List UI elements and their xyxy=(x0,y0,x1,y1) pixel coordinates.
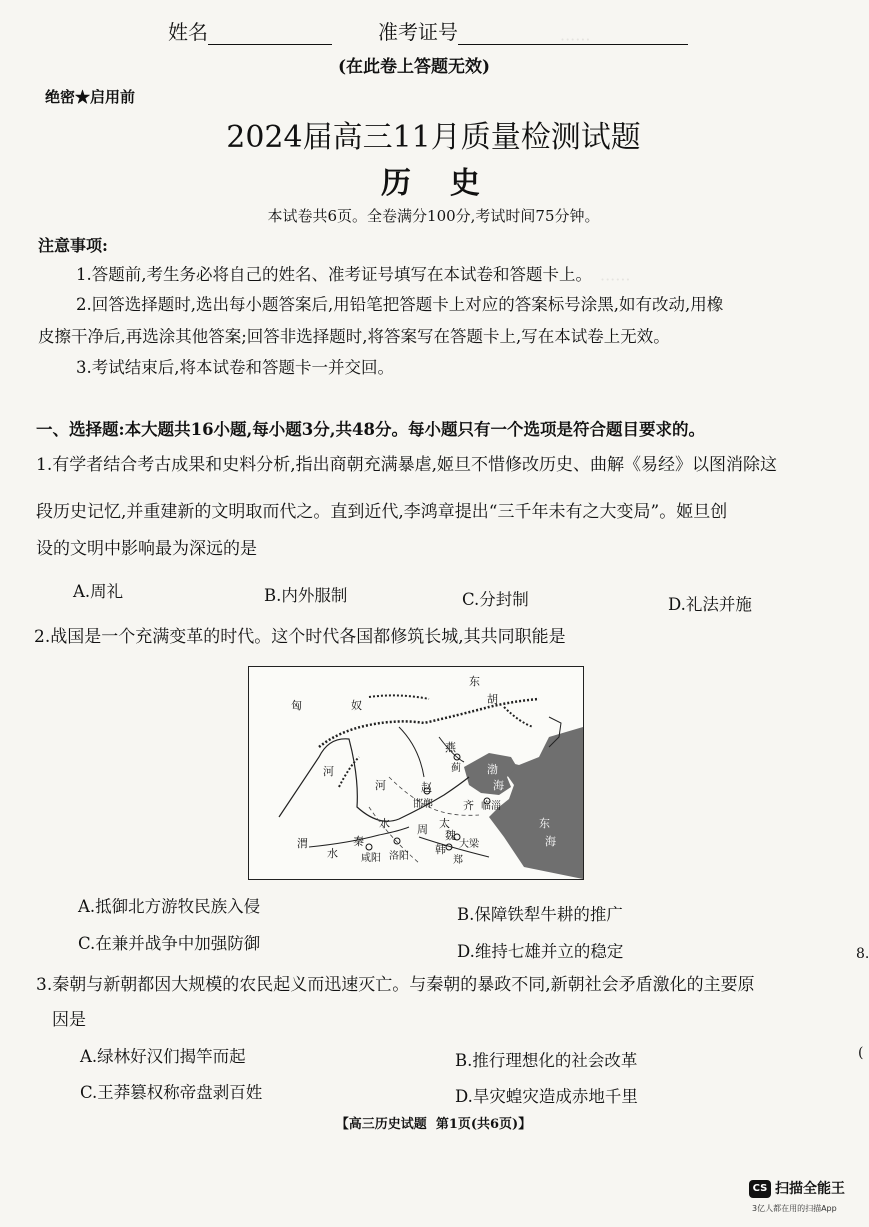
margin-fragment: 8. xyxy=(856,946,869,962)
map-label-xiongnu: 奴 xyxy=(351,699,362,712)
q1-stem-line1: 1.有学者结合考古成果和史料分析,指出商朝充满暴虐,姬旦不惜修改历史、曲解《易经》以图消除这 xyxy=(36,455,778,475)
scanner-name: 扫描全能王 xyxy=(775,1181,845,1197)
map-label-yan: 燕 xyxy=(445,741,456,754)
fen-river xyxy=(399,727,424,777)
map-label-donghu: 东 xyxy=(469,675,480,688)
map-label-qi: 齐 xyxy=(463,799,474,812)
map-label-ji: 蓟 xyxy=(451,763,461,774)
q1-stem-line2: 段历史记忆,并重建新的文明取而代之。直到近代,李鸿章提出“三千年未有之大变局”。姬旦创 xyxy=(36,502,728,522)
q2-option-a: A.抵御北方游牧民族入侵 xyxy=(78,897,261,916)
map-label-handan: 邯郸 xyxy=(413,799,433,810)
note-item-2-cont: 皮擦干净后,再选涂其他答案;回答非选择题时,将答案写在答题卡上,写在本试卷上无效。 xyxy=(38,327,670,346)
map-label-zheng: 郑 xyxy=(453,855,463,866)
q3-option-d: D.旱灾蝗灾造成赤地千里 xyxy=(455,1087,638,1106)
q3-stem-line2: 因是 xyxy=(52,1010,86,1030)
name-field xyxy=(168,16,332,45)
map-label-zhao: 赵 xyxy=(421,781,432,794)
exam-info: 本试卷共6页。全卷满分100分,考试时间75分钟。 xyxy=(267,207,600,225)
margin-fragment: ( xyxy=(858,1045,864,1061)
map-label-linzi: 临淄 xyxy=(481,801,501,812)
map-label-luoyang: 洛阳 xyxy=(389,851,409,862)
q2-option-c: C.在兼并战争中加强防御 xyxy=(78,934,261,953)
exam-no-field xyxy=(378,16,688,45)
q3-option-b: B.推行理想化的社会改革 xyxy=(455,1051,638,1070)
map-label-wei: 魏 xyxy=(445,829,456,842)
q3-stem-line1: 3.秦朝与新朝都因大规模的农民起义而迅速灭亡。与秦朝的暴政不同,新朝社会矛盾激化的主要原 xyxy=(36,975,755,995)
page-title: 2024届高三11月质量检测试题 xyxy=(226,120,641,155)
name-label: 姓名 xyxy=(168,20,208,44)
q2-option-b: B.保障铁犁牛耕的推广 xyxy=(457,905,623,924)
map-label-wei-river: 水 xyxy=(327,847,338,860)
exam-no-line xyxy=(458,22,688,45)
map-label-bohai: 海 xyxy=(493,779,504,792)
map-label-river: 河 xyxy=(375,779,386,792)
q1-option-d: D.礼法并施 xyxy=(668,595,752,614)
subject-title: 历 史 xyxy=(381,166,486,201)
scanner-subtitle: 3亿人都在用的扫描App xyxy=(752,1204,837,1213)
map-label-river: 河 xyxy=(323,765,334,778)
q2-stem: 2.战国是一个充满变革的时代。这个时代各国都修筑长城,其共同职能是 xyxy=(34,627,566,647)
warring-states-map xyxy=(248,666,584,880)
map-label-river: 水 xyxy=(379,817,390,830)
map-label-tai: 太 xyxy=(439,817,450,830)
map-label-xianyang: 咸阳 xyxy=(361,853,381,864)
bleed-through-text: ······ xyxy=(600,270,631,289)
q1-option-a: A.周礼 xyxy=(73,582,124,601)
exam-no-label: 准考证号 xyxy=(378,20,458,44)
invalid-note: (在此卷上答题无效) xyxy=(338,57,491,77)
q1-option-b: B.内外服制 xyxy=(264,586,348,605)
note-item-1: 1.答题前,考生务必将自己的姓名、准考证号填写在本试卷和答题卡上。 xyxy=(76,265,592,284)
yellow-river xyxy=(279,739,469,821)
q3-option-c: C.王莽篡权称帝盘剥百姓 xyxy=(80,1083,263,1102)
q3-option-a: A.绿林好汉们揭竿而起 xyxy=(80,1047,246,1066)
q1-option-c: C.分封制 xyxy=(462,590,529,609)
q2-option-d: D.维持七雄并立的稳定 xyxy=(457,942,624,961)
name-line xyxy=(208,22,332,45)
zhao-wall xyxy=(369,695,429,699)
map-label-xiongnu: 匈 xyxy=(291,699,302,712)
yan-wall xyxy=(504,707,533,727)
city-marker xyxy=(394,838,400,844)
note-item-3: 3.考试结束后,将本试卷和答题卡一并交回。 xyxy=(76,358,394,377)
page-footer: 【高三历史试题 第1页(共6页)】 xyxy=(335,1117,532,1132)
east-sea-area xyxy=(489,727,583,879)
map-label-daliang: 大梁 xyxy=(459,839,479,850)
note-item-2: 2.回答选择题时,选出每小题答案后,用铅笔把答题卡上对应的答案标号涂黑,如有改动,用橡 xyxy=(76,295,724,314)
map-label-qin: 秦 xyxy=(353,835,364,848)
map-label-bohai: 渤 xyxy=(487,763,498,776)
map-label-wei-river: 渭 xyxy=(297,837,308,850)
map-label-east-sea: 海 xyxy=(545,835,556,848)
section-heading: 一、选择题:本大题共16小题,每小题3分,共48分。每小题只有一个选项是符合题目要求的。 xyxy=(36,420,705,439)
map-label-donghu: 胡 xyxy=(487,693,498,706)
scanner-logo-icon: CS xyxy=(749,1180,771,1198)
secret-mark: 绝密★启用前 xyxy=(45,88,136,106)
map-label-east-sea: 东 xyxy=(539,817,550,830)
map-label-han: 韩 xyxy=(435,843,446,856)
q1-stem-line3: 设的文明中影响最为深远的是 xyxy=(36,539,257,559)
notes-heading: 注意事项: xyxy=(38,236,108,255)
map-label-zhou: 周 xyxy=(417,823,428,836)
bleed-through-text: ······ xyxy=(560,30,591,49)
